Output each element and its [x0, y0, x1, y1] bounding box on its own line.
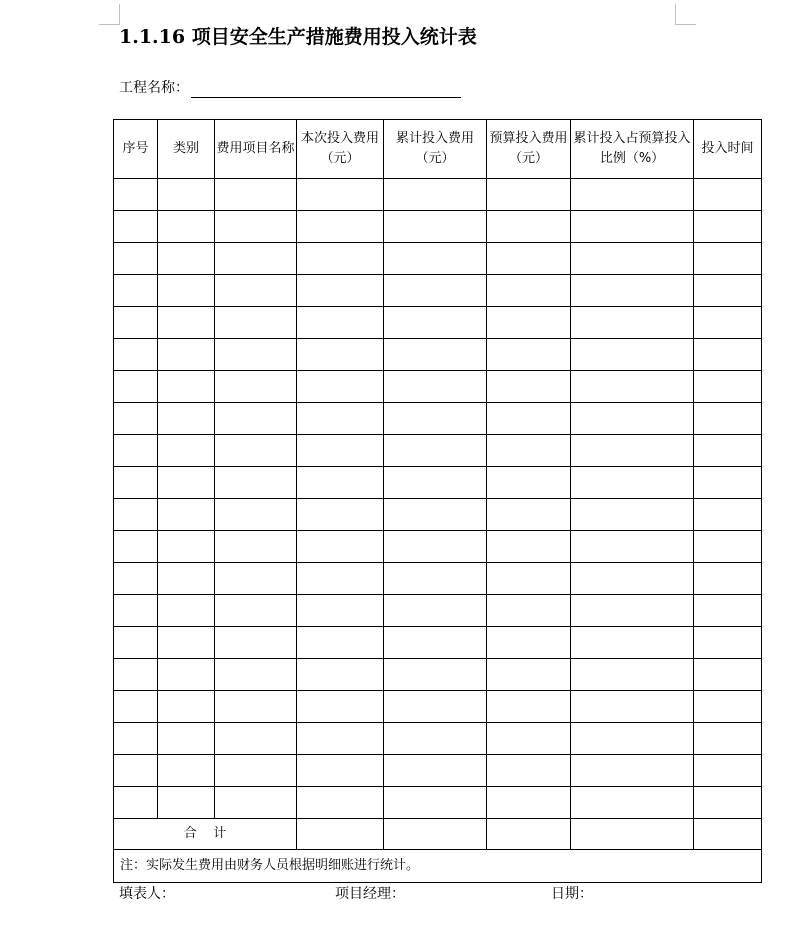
table-cell[interactable] — [297, 339, 384, 371]
table-row — [114, 467, 762, 499]
table-cell[interactable] — [487, 467, 571, 499]
table-cell[interactable] — [114, 371, 158, 403]
table-cell[interactable] — [215, 755, 297, 787]
total-cell[interactable] — [694, 819, 762, 850]
table-cell[interactable] — [158, 531, 215, 563]
table-row — [114, 275, 762, 307]
table-cell[interactable] — [487, 787, 571, 819]
table-cell[interactable] — [384, 691, 487, 723]
table-row — [114, 755, 762, 787]
table-cell[interactable] — [114, 435, 158, 467]
table-cell[interactable] — [114, 243, 158, 275]
table-cell[interactable] — [384, 339, 487, 371]
table-cell[interactable] — [694, 467, 762, 499]
table-cell[interactable] — [114, 563, 158, 595]
table-cell[interactable] — [384, 723, 487, 755]
table-cell[interactable] — [487, 659, 571, 691]
table-cell[interactable] — [215, 275, 297, 307]
table-cell[interactable] — [215, 627, 297, 659]
table-cell[interactable] — [297, 691, 384, 723]
total-cell[interactable] — [297, 819, 384, 850]
table-cell[interactable] — [384, 403, 487, 435]
table-cell[interactable] — [694, 403, 762, 435]
table-cell[interactable] — [487, 563, 571, 595]
table-cell[interactable] — [384, 787, 487, 819]
table-row — [114, 787, 762, 819]
table-cell[interactable] — [384, 499, 487, 531]
table-cell[interactable] — [487, 371, 571, 403]
table-cell[interactable] — [571, 467, 694, 499]
header-ratio: 累计投入占预算投入比例（%） — [571, 120, 694, 179]
table-row — [114, 211, 762, 243]
table-cell[interactable] — [384, 595, 487, 627]
table-cell[interactable] — [114, 723, 158, 755]
table-cell[interactable] — [571, 531, 694, 563]
table-cell[interactable] — [571, 275, 694, 307]
table-cell[interactable] — [384, 755, 487, 787]
table-cell[interactable] — [384, 563, 487, 595]
table-cell[interactable] — [297, 371, 384, 403]
table-row — [114, 723, 762, 755]
table-cell[interactable] — [158, 627, 215, 659]
table-cell[interactable] — [487, 243, 571, 275]
table-cell[interactable] — [215, 691, 297, 723]
table-cell[interactable] — [571, 627, 694, 659]
table-header-row — [114, 120, 762, 179]
table-cell[interactable] — [694, 275, 762, 307]
table-cell[interactable] — [114, 755, 158, 787]
total-label: 合 计 — [114, 819, 297, 850]
table-cell[interactable] — [571, 371, 694, 403]
header-time: 投入时间 — [694, 120, 762, 179]
table-cell[interactable] — [215, 787, 297, 819]
table-cell[interactable] — [297, 307, 384, 339]
table-row — [114, 435, 762, 467]
table-cell[interactable] — [297, 755, 384, 787]
table-cell[interactable] — [384, 211, 487, 243]
table-cell[interactable] — [694, 691, 762, 723]
table-cell[interactable] — [215, 339, 297, 371]
table-cell[interactable] — [694, 499, 762, 531]
table-cell[interactable] — [487, 307, 571, 339]
table-cell[interactable] — [297, 723, 384, 755]
header-budget-cost: 预算投入费用（元） — [487, 120, 571, 179]
table-cell[interactable] — [297, 243, 384, 275]
table-row — [114, 403, 762, 435]
table-row — [114, 307, 762, 339]
table-cell[interactable] — [114, 787, 158, 819]
table-cell[interactable] — [114, 467, 158, 499]
footer-manager-label: 项目经理： — [335, 886, 405, 902]
table-cell[interactable] — [487, 435, 571, 467]
table-cell[interactable] — [158, 755, 215, 787]
table-cell[interactable] — [114, 627, 158, 659]
table-cell[interactable] — [158, 659, 215, 691]
table-row — [114, 595, 762, 627]
table-row — [114, 179, 762, 211]
table-cell[interactable] — [571, 595, 694, 627]
table-cell[interactable] — [215, 659, 297, 691]
note-row — [114, 850, 762, 883]
cost-statistics-table — [113, 119, 762, 883]
table-row — [114, 371, 762, 403]
total-cell[interactable] — [384, 819, 487, 850]
table-cell[interactable] — [384, 659, 487, 691]
header-item-name: 费用项目名称 — [215, 120, 297, 179]
page-corner-mark-left — [99, 4, 120, 25]
table-cell[interactable] — [114, 179, 158, 211]
table-row — [114, 659, 762, 691]
table-cell[interactable] — [297, 627, 384, 659]
table-cell[interactable] — [487, 531, 571, 563]
table-cell[interactable] — [694, 179, 762, 211]
table-cell[interactable] — [114, 595, 158, 627]
page-title: 1.1.16 项目安全生产措施费用投入统计表 — [119, 26, 477, 48]
table-cell[interactable] — [114, 403, 158, 435]
table-cell[interactable] — [215, 499, 297, 531]
table-cell[interactable] — [114, 275, 158, 307]
table-cell[interactable] — [297, 595, 384, 627]
table-cell[interactable] — [571, 307, 694, 339]
table-cell[interactable] — [571, 211, 694, 243]
table-cell[interactable] — [297, 211, 384, 243]
table-cell[interactable] — [215, 723, 297, 755]
table-cell[interactable] — [487, 691, 571, 723]
table-row — [114, 243, 762, 275]
table-row — [114, 627, 762, 659]
table-cell[interactable] — [694, 563, 762, 595]
header-serial: 序号 — [114, 120, 158, 179]
total-row — [114, 819, 762, 850]
table-cell[interactable] — [487, 339, 571, 371]
footer-date-label: 日期： — [551, 886, 593, 902]
table-row — [114, 339, 762, 371]
table-cell[interactable] — [694, 659, 762, 691]
table-row — [114, 691, 762, 723]
table-cell[interactable] — [571, 243, 694, 275]
table-cell[interactable] — [215, 435, 297, 467]
table-cell[interactable] — [114, 339, 158, 371]
table-cell[interactable] — [215, 467, 297, 499]
table-cell[interactable] — [114, 531, 158, 563]
table-cell[interactable] — [215, 595, 297, 627]
table-cell[interactable] — [114, 691, 158, 723]
table-cell[interactable] — [297, 531, 384, 563]
header-cumulative-cost: 累计投入费用（元） — [384, 120, 487, 179]
total-cell[interactable] — [487, 819, 571, 850]
table-cell[interactable] — [694, 435, 762, 467]
table-cell[interactable] — [114, 307, 158, 339]
table-cell[interactable] — [571, 755, 694, 787]
table-cell[interactable] — [215, 211, 297, 243]
table-cell[interactable] — [158, 403, 215, 435]
table-cell[interactable] — [384, 307, 487, 339]
table-cell[interactable] — [158, 211, 215, 243]
table-cell[interactable] — [384, 179, 487, 211]
table-cell[interactable] — [694, 787, 762, 819]
table-cell[interactable] — [297, 275, 384, 307]
table-cell[interactable] — [694, 211, 762, 243]
table-cell[interactable] — [215, 371, 297, 403]
table-cell[interactable] — [297, 179, 384, 211]
table-cell[interactable] — [487, 627, 571, 659]
table-cell[interactable] — [694, 755, 762, 787]
table-cell[interactable] — [158, 307, 215, 339]
table-cell[interactable] — [158, 371, 215, 403]
table-cell[interactable] — [158, 723, 215, 755]
table-cell[interactable] — [158, 787, 215, 819]
table-cell[interactable] — [297, 499, 384, 531]
table-cell[interactable] — [694, 627, 762, 659]
table-cell[interactable] — [158, 691, 215, 723]
footer-filler-label: 填表人： — [119, 886, 175, 902]
table-cell[interactable] — [297, 435, 384, 467]
table-cell[interactable] — [114, 499, 158, 531]
table-cell[interactable] — [158, 179, 215, 211]
table-cell[interactable] — [487, 755, 571, 787]
table-cell[interactable] — [158, 243, 215, 275]
table-cell[interactable] — [215, 243, 297, 275]
table-cell[interactable] — [694, 723, 762, 755]
table-cell[interactable] — [487, 595, 571, 627]
table-cell[interactable] — [215, 563, 297, 595]
table-cell[interactable] — [571, 563, 694, 595]
table-cell[interactable] — [114, 659, 158, 691]
table-cell[interactable] — [215, 307, 297, 339]
table-cell[interactable] — [158, 275, 215, 307]
table-cell[interactable] — [487, 275, 571, 307]
table-cell[interactable] — [487, 179, 571, 211]
table-cell[interactable] — [694, 243, 762, 275]
table-cell[interactable] — [158, 563, 215, 595]
project-name-blank[interactable] — [191, 79, 461, 98]
table-cell[interactable] — [571, 179, 694, 211]
header-current-cost: 本次投入费用（元） — [297, 120, 384, 179]
table-row — [114, 531, 762, 563]
table-cell[interactable] — [158, 595, 215, 627]
table-cell[interactable] — [384, 531, 487, 563]
table-cell[interactable] — [571, 499, 694, 531]
table-cell[interactable] — [215, 403, 297, 435]
table-cell[interactable] — [487, 723, 571, 755]
project-name-line — [119, 78, 461, 98]
table-cell[interactable] — [384, 435, 487, 467]
table-cell[interactable] — [384, 371, 487, 403]
table-cell[interactable] — [384, 627, 487, 659]
table-cell[interactable] — [571, 659, 694, 691]
table-cell[interactable] — [571, 787, 694, 819]
table-cell[interactable] — [297, 787, 384, 819]
table-cell[interactable] — [694, 531, 762, 563]
table-cell[interactable] — [297, 563, 384, 595]
table-cell[interactable] — [384, 467, 487, 499]
page-corner-mark-right — [675, 4, 696, 25]
table-cell[interactable] — [215, 531, 297, 563]
table-cell[interactable] — [158, 339, 215, 371]
table-cell[interactable] — [571, 339, 694, 371]
table-cell[interactable] — [297, 659, 384, 691]
table-note: 注：实际发生费用由财务人员根据明细账进行统计。 — [114, 850, 762, 883]
table-cell[interactable] — [694, 307, 762, 339]
total-cell[interactable] — [571, 819, 694, 850]
table-cell[interactable] — [158, 499, 215, 531]
project-name-label: 工程名称： — [119, 80, 189, 96]
table-cell[interactable] — [384, 243, 487, 275]
table-cell[interactable] — [694, 595, 762, 627]
table-cell[interactable] — [487, 499, 571, 531]
table-cell[interactable] — [297, 467, 384, 499]
table-cell[interactable] — [694, 371, 762, 403]
table-cell[interactable] — [694, 339, 762, 371]
table-cell[interactable] — [571, 723, 694, 755]
table-cell[interactable] — [384, 275, 487, 307]
table-cell[interactable] — [487, 211, 571, 243]
header-category: 类别 — [158, 120, 215, 179]
table-cell[interactable] — [297, 403, 384, 435]
table-cell[interactable] — [158, 435, 215, 467]
table-cell[interactable] — [571, 403, 694, 435]
table-cell[interactable] — [215, 179, 297, 211]
table-cell[interactable] — [158, 467, 215, 499]
table-cell[interactable] — [487, 403, 571, 435]
table-cell[interactable] — [571, 691, 694, 723]
table-row — [114, 499, 762, 531]
table-cell[interactable] — [571, 435, 694, 467]
table-row — [114, 563, 762, 595]
table-cell[interactable] — [114, 211, 158, 243]
